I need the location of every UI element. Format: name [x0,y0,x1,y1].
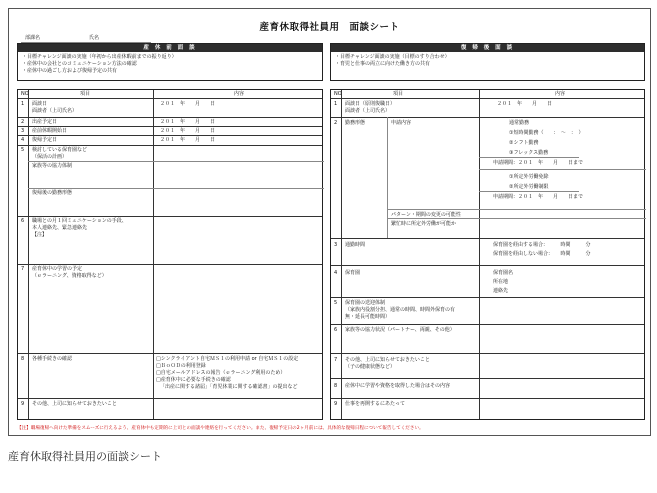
row-content: 申請期間：２０１ 年 月 日まで [493,160,584,166]
row-item-sub: 無・延長可能時間） [345,314,391,320]
row-content: ２０１ 年 月 日 [160,128,216,134]
sheet-title: 産育休取得社員用 面談シート [259,22,400,33]
row-item: 産休中に学習や資格を取得した場合はその内容 [345,383,451,389]
row-item-sub: （ｅラーニング、資格取得など） [32,273,107,279]
col-item: 項目 [80,91,91,97]
post-return-header: 復 帰 後 面 談 [331,44,644,52]
row-content: 連絡先 [493,288,509,294]
row-content: 保育園を経由しない場合： 時間 分 [493,251,591,257]
pre-bullet: ・産休中の会社とのコミュニケーション方法の確認 [22,61,137,67]
row-no: 3 [21,128,25,134]
row-content: ①短時間勤務（ ： 〜 ： ） [509,130,584,136]
row-sub-item: 申請内容 [391,120,412,126]
row-no: 6 [21,218,25,224]
row-item: 復帰後の勤務形態 [32,190,73,196]
row-no: 9 [21,401,25,407]
row-no: 4 [21,137,25,143]
col-item: 項目 [393,91,404,97]
row-item: 産前休暇開始日 [32,128,68,134]
row-item: 各種手続きの確認 [32,356,73,362]
row-item-sub: （保活の計画） [32,154,68,160]
pre-leave-header: 産 休 前 面 談 [18,44,322,52]
row-item: 勤務形態 [345,120,366,126]
row-item-sub: （家族内役割分担、通常の時間、時間外保育の有 [345,307,456,313]
row-no: 8 [334,383,338,389]
row-item: 出産予定日 [32,119,58,125]
row-content: ②シフト勤務 [509,140,539,146]
pre-bullet: ・産休中の過ごし方および復帰予定の共有 [22,68,118,74]
col-no: NO [21,91,29,97]
checklist-item[interactable]: □ＢｏＯＤの利用登録 [156,363,206,369]
row-no: 5 [334,300,338,306]
row-no: 7 [334,357,338,363]
col-content: 内容 [234,91,245,97]
post-return-box [330,43,645,81]
row-no: 1 [21,101,25,107]
row-content: ２０１ 年 月 日 [160,137,216,143]
footnote: 【注】職場復帰へ向けた準備をスムーズに行えるよう、産育休中も定期的に上司との面談や連絡を行ってください。また、復帰予定日の2ヶ月前には、具体的な復帰日程について報告してください。 [17,426,424,431]
row-no: 2 [334,120,338,126]
row-item: 面談日 [32,101,48,107]
row-no: 5 [21,147,25,153]
row-item: 保育園の送迎体制 [345,300,386,306]
row-content: ２０１ 年 月 日 [160,119,216,125]
row-content: 申請期間：２０１ 年 月 日まで [493,194,584,200]
checklist-item[interactable]: □自宅メールアドレスの報告（ｅラーニング利用のため） [156,370,286,376]
row-sub-item: パターン・期間の変更の可能性 [391,212,461,218]
row-content: ２０１ 年 月 日 [497,101,553,107]
checklist-item[interactable]: □産育休中に必要な手続きの確認 [156,377,231,383]
row-content: 所在地 [493,279,509,285]
checklist-item[interactable]: □シンクライアント自宅ＭＳ１の利用申請 or 自宅ＭＳ１の設定 [156,356,299,362]
interview-sheet [8,8,651,436]
row-item: 保育園 [345,270,361,276]
row-item-sub: 面談者（上司氏名） [32,108,78,114]
row-content: ③フレックス勤務 [509,150,549,156]
row-no: 2 [21,119,25,125]
col-no: NO [334,91,342,97]
dept-label: 部課名 [25,35,41,41]
post-bullet: ・目標チャレンジ面談の実施（目標のすり合わせ） [335,54,450,60]
row-content: ②所定外労働制限 [509,184,549,190]
row-item: 通勤時間 [345,242,366,248]
row-item-sub: 本人連絡先、緊急連絡先 [32,225,88,231]
name-label: 氏名 [89,35,100,41]
row-content: ①所定外労働免除 [509,174,549,180]
row-item: 産育休中の学習の予定 [32,266,83,272]
col-content: 内容 [555,91,566,97]
row-item: 家族等の協力体制 [32,163,73,169]
row-item: その他、上司に知らせておきたいこと [345,357,430,363]
row-item: 家族等の協力状況（パートナー、両親、その他） [345,327,455,333]
row-content: 通常勤務 [509,120,530,126]
pre-leave-box [17,43,323,81]
row-sub-item: 繁忙時に所定外労働が可能か [391,221,457,227]
row-no: 3 [334,242,338,248]
row-no: 8 [21,356,25,362]
row-no: 1 [334,101,338,107]
row-item-note: 【注】 [32,232,48,238]
row-item: 検討している保育園など [32,147,88,153]
row-item: 復帰予定日 [32,137,58,143]
row-item-sub: 面談者（上司氏名） [345,108,391,114]
row-no: 7 [21,266,25,272]
image-caption: 産育休取得社員用の面談シート [8,450,162,463]
row-content: 保育園を経由する場合： 時間 分 [493,242,591,248]
row-content: ２０１ 年 月 日 [160,101,216,107]
row-no: 6 [334,327,338,333]
row-item: 仕事を再開するにあたって [345,401,406,407]
pre-leave-table [17,89,323,420]
row-item: その他、上司に知らせておきたいこと [32,401,117,407]
checklist-item-detail: 「出産に関する諸届」「育児休業に関する確認書」の提出など [160,384,298,390]
row-no: 9 [334,401,338,407]
row-item: 面談日（原則復職日） [345,101,396,107]
post-return-table [330,89,645,420]
row-content: 保育園名 [493,270,514,276]
post-bullet: ・育児と仕事の両立に向けた働き方の共有 [335,61,431,67]
row-item-sub: （子の健康状態など） [345,364,396,370]
pre-bullet: ・目標チャレンジ面談の実施（年初から出産休暇前までの振り返り） [22,54,177,60]
row-item: 職場との月１回ミュニケーションの手段、 [32,218,127,224]
row-no: 4 [334,270,338,276]
